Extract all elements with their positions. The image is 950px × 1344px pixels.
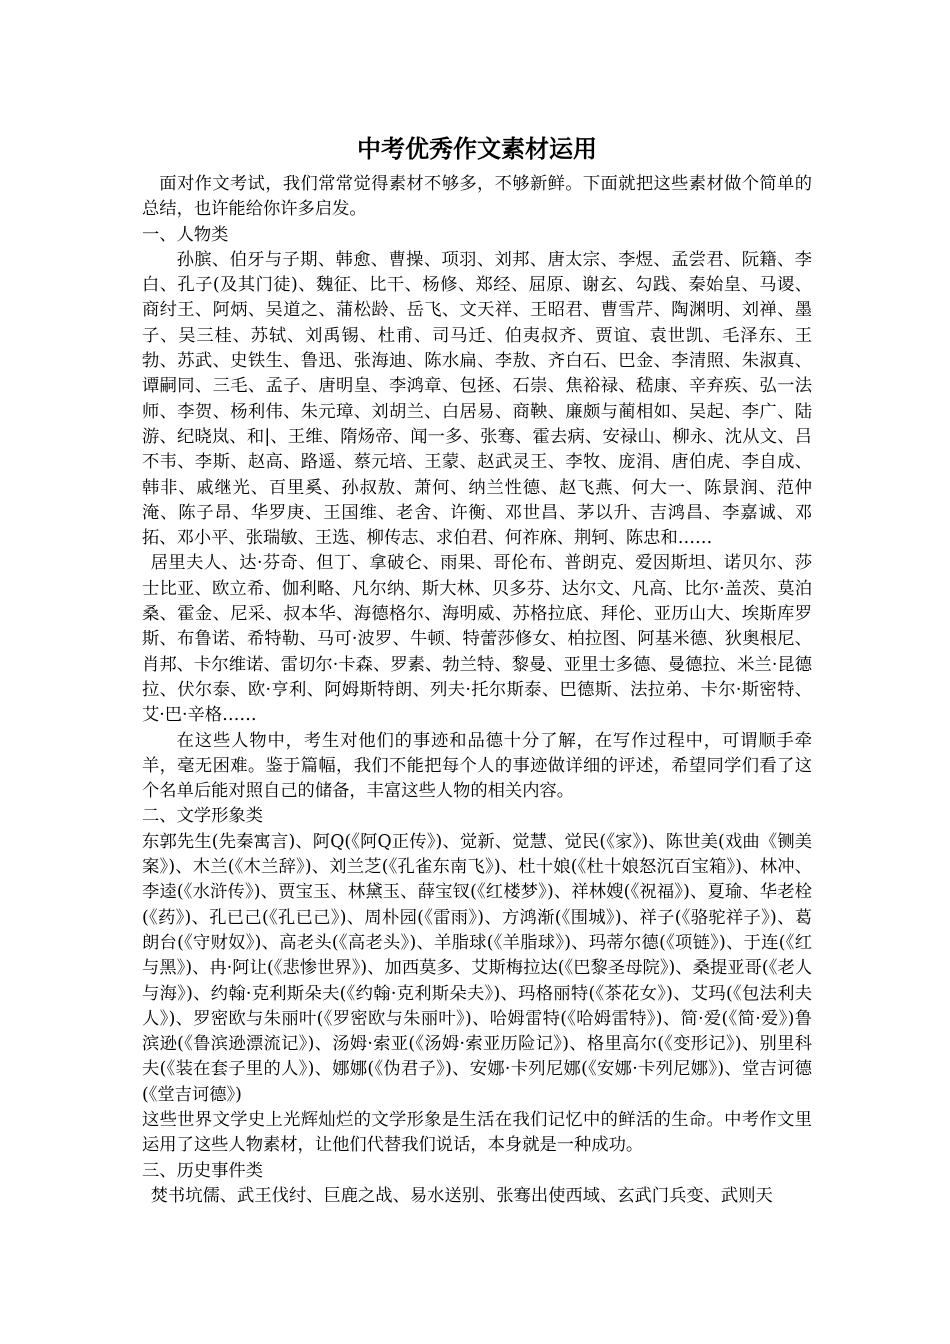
intro-paragraph: 面对作文考试，我们常常觉得素材不够多，不够新鲜。下面就把这些素材做个简单的总结，也许能给你许多启发。 — [142, 174, 812, 220]
history-events-list: 焚书坑儒、武王伐纣、巨鹿之战、易水送别、张骞出使西域、玄武门兵变、武则天 — [150, 1185, 773, 1206]
people-comment: 在这些人物中，考生对他们的事迹和品德十分了解，在写作过程中，可谓顺手牵羊，毫无困难。鉴于篇幅，我们不能把每个人的事迹做详细的评述，希望同学们看了这个名单后能对照自己的储备，丰富这些人物的相关内容。 — [142, 730, 812, 802]
document-title: 中考优秀作文素材运用 — [357, 135, 597, 163]
foreign-people-list: 居里夫人、达·芬奇、但丁、拿破仑、雨果、哥伦布、普朗克、爱因斯坦、诺贝尔、莎士比亚、欧立希、伽利略、凡尔纳、斯大林、贝多芬、达尔文、凡高、比尔·盖茨、莫泊桑、霍金、尼采、叔本华、海德格尔、海明威、苏格拉底、拜伦、亚历山大、埃斯库罗斯、布鲁诺、希特勒、马可·波罗、牛顿、特蕾莎修女、柏拉图、阿基米德、狄奥根尼、肖邦、卡尔维诺、雷切尔·卡森、罗素、勃兰特、黎曼、亚里士多德、曼德拉、米兰·昆德拉、伏尔泰、欧·亨利、阿姆斯特朗、列夫·托尔斯泰、巴德斯、法拉弟、卡尔·斯密特、艾·巴·辛格…… — [142, 553, 812, 726]
section-heading-history: 三、历史事件类 — [142, 1160, 263, 1181]
section-heading-literary: 二、文学形象类 — [142, 806, 263, 827]
chinese-people-list: 孙膑、伯牙与子期、韩愈、曹操、项羽、刘邦、唐太宗、李煜、孟尝君、阮籍、李白、孔子(及其门徒)、魏征、比干、杨修、郑经、屈原、谢玄、勾践、秦始皇、马谡、商纣王、阿炳、吴道之、蒲松龄、岳飞、文天祥、王昭君、曹雪芹、陶渊明、刘禅、墨子、吴三桂、苏轼、刘禹锡、杜甫、司马迁、伯夷叔齐、贾谊、袁世凯、毛泽东、王勃、苏武、史铁生、鲁迅、张海迪、陈水扁、李敖、齐白石、巴金、李清照、朱淑真、谭嗣同、三毛、孟子、唐明皇、李鸿章、包拯、石崇、焦裕禄、嵇康、辛弃疾、弘一法师、李贺、杨利伟、朱元璋、刘胡兰、白居易、商鞅、廉颇与蔺相如、吴起、李广、陆游、纪晓岚、和|、王维、隋炀帝、闻一多、张骞、霍去病、安禄山、柳永、沈从文、吕不韦、李斯、赵高、路遥、蔡元培、王蒙、赵武灵王、李牧、庞涓、唐伯虎、李自成、韩非、戚继光、百里奚、孙叔敖、萧何、纳兰性德、赵飞燕、何大一、陈景润、范仲淹、陈子昂、华罗庚、王国维、老舍、许衡、邓世昌、茅以升、吉鸿昌、李嘉诚、邓拓、邓小平、张瑞敏、王选、柳传志、求伯君、何祚庥、荆轲、陈忠和…… — [142, 249, 812, 549]
literary-figures-list: 东郭先生(先秦寓言)、阿Q(《阿Q正传》)、觉新、觉慧、觉民(《家》)、陈世美(戏曲《铡美案》)、木兰(《木兰辞》)、刘兰芝(《孔雀东南飞》)、杜十娘(《杜十娘怒沉百宝箱》)、林冲、李逵(《水浒传》)、贾宝玉、林黛玉、薛宝钗(《红楼梦》)、祥林嫂(《祝福》)、夏瑜、华老栓(《药》)、孔已己(《孔已己》)、周朴园(《雷雨》)、方鸿渐(《围城》)、祥子(《骆驼祥子》)、葛朗台(《守财奴》)、高老头(《高老头》)、羊脂球(《羊脂球》)、玛蒂尔德(《项链》)、于连(《红与黑》)、冉·阿让(《悲惨世界》)、加西莫多、艾斯梅拉达(《巴黎圣母院》)、桑提亚哥(《老人与海》)、约翰·克利斯朵夫(《约翰·克利斯朵夫》)、玛格丽特(《茶花女》)、艾玛(《包法利夫人》)、罗密欧与朱丽叶(《罗密欧与朱丽叶》)、哈姆雷特(《哈姆雷特》)、简·爱(《简·爱》)鲁滨逊(《鲁滨逊漂流记》)、汤姆·索亚(《汤姆·索亚历险记》)、格里高尔(《变形记》)、别里科夫(《装在套子里的人》)、娜娜(《伪君子》)、安娜·卡列尼娜(《安娜·卡列尼娜》)、堂吉诃德(《堂吉诃德》) — [142, 831, 812, 1105]
document-page — [142, 132, 812, 1209]
section-heading-people: 一、人物类 — [142, 224, 229, 245]
literary-comment: 这些世界文学史上光辉灿烂的文学形象是生活在我们记忆中的鲜活的生命。中考作文里运用了这些人物素材，让他们代替我们说话，本身就是一种成功。 — [142, 1109, 812, 1156]
